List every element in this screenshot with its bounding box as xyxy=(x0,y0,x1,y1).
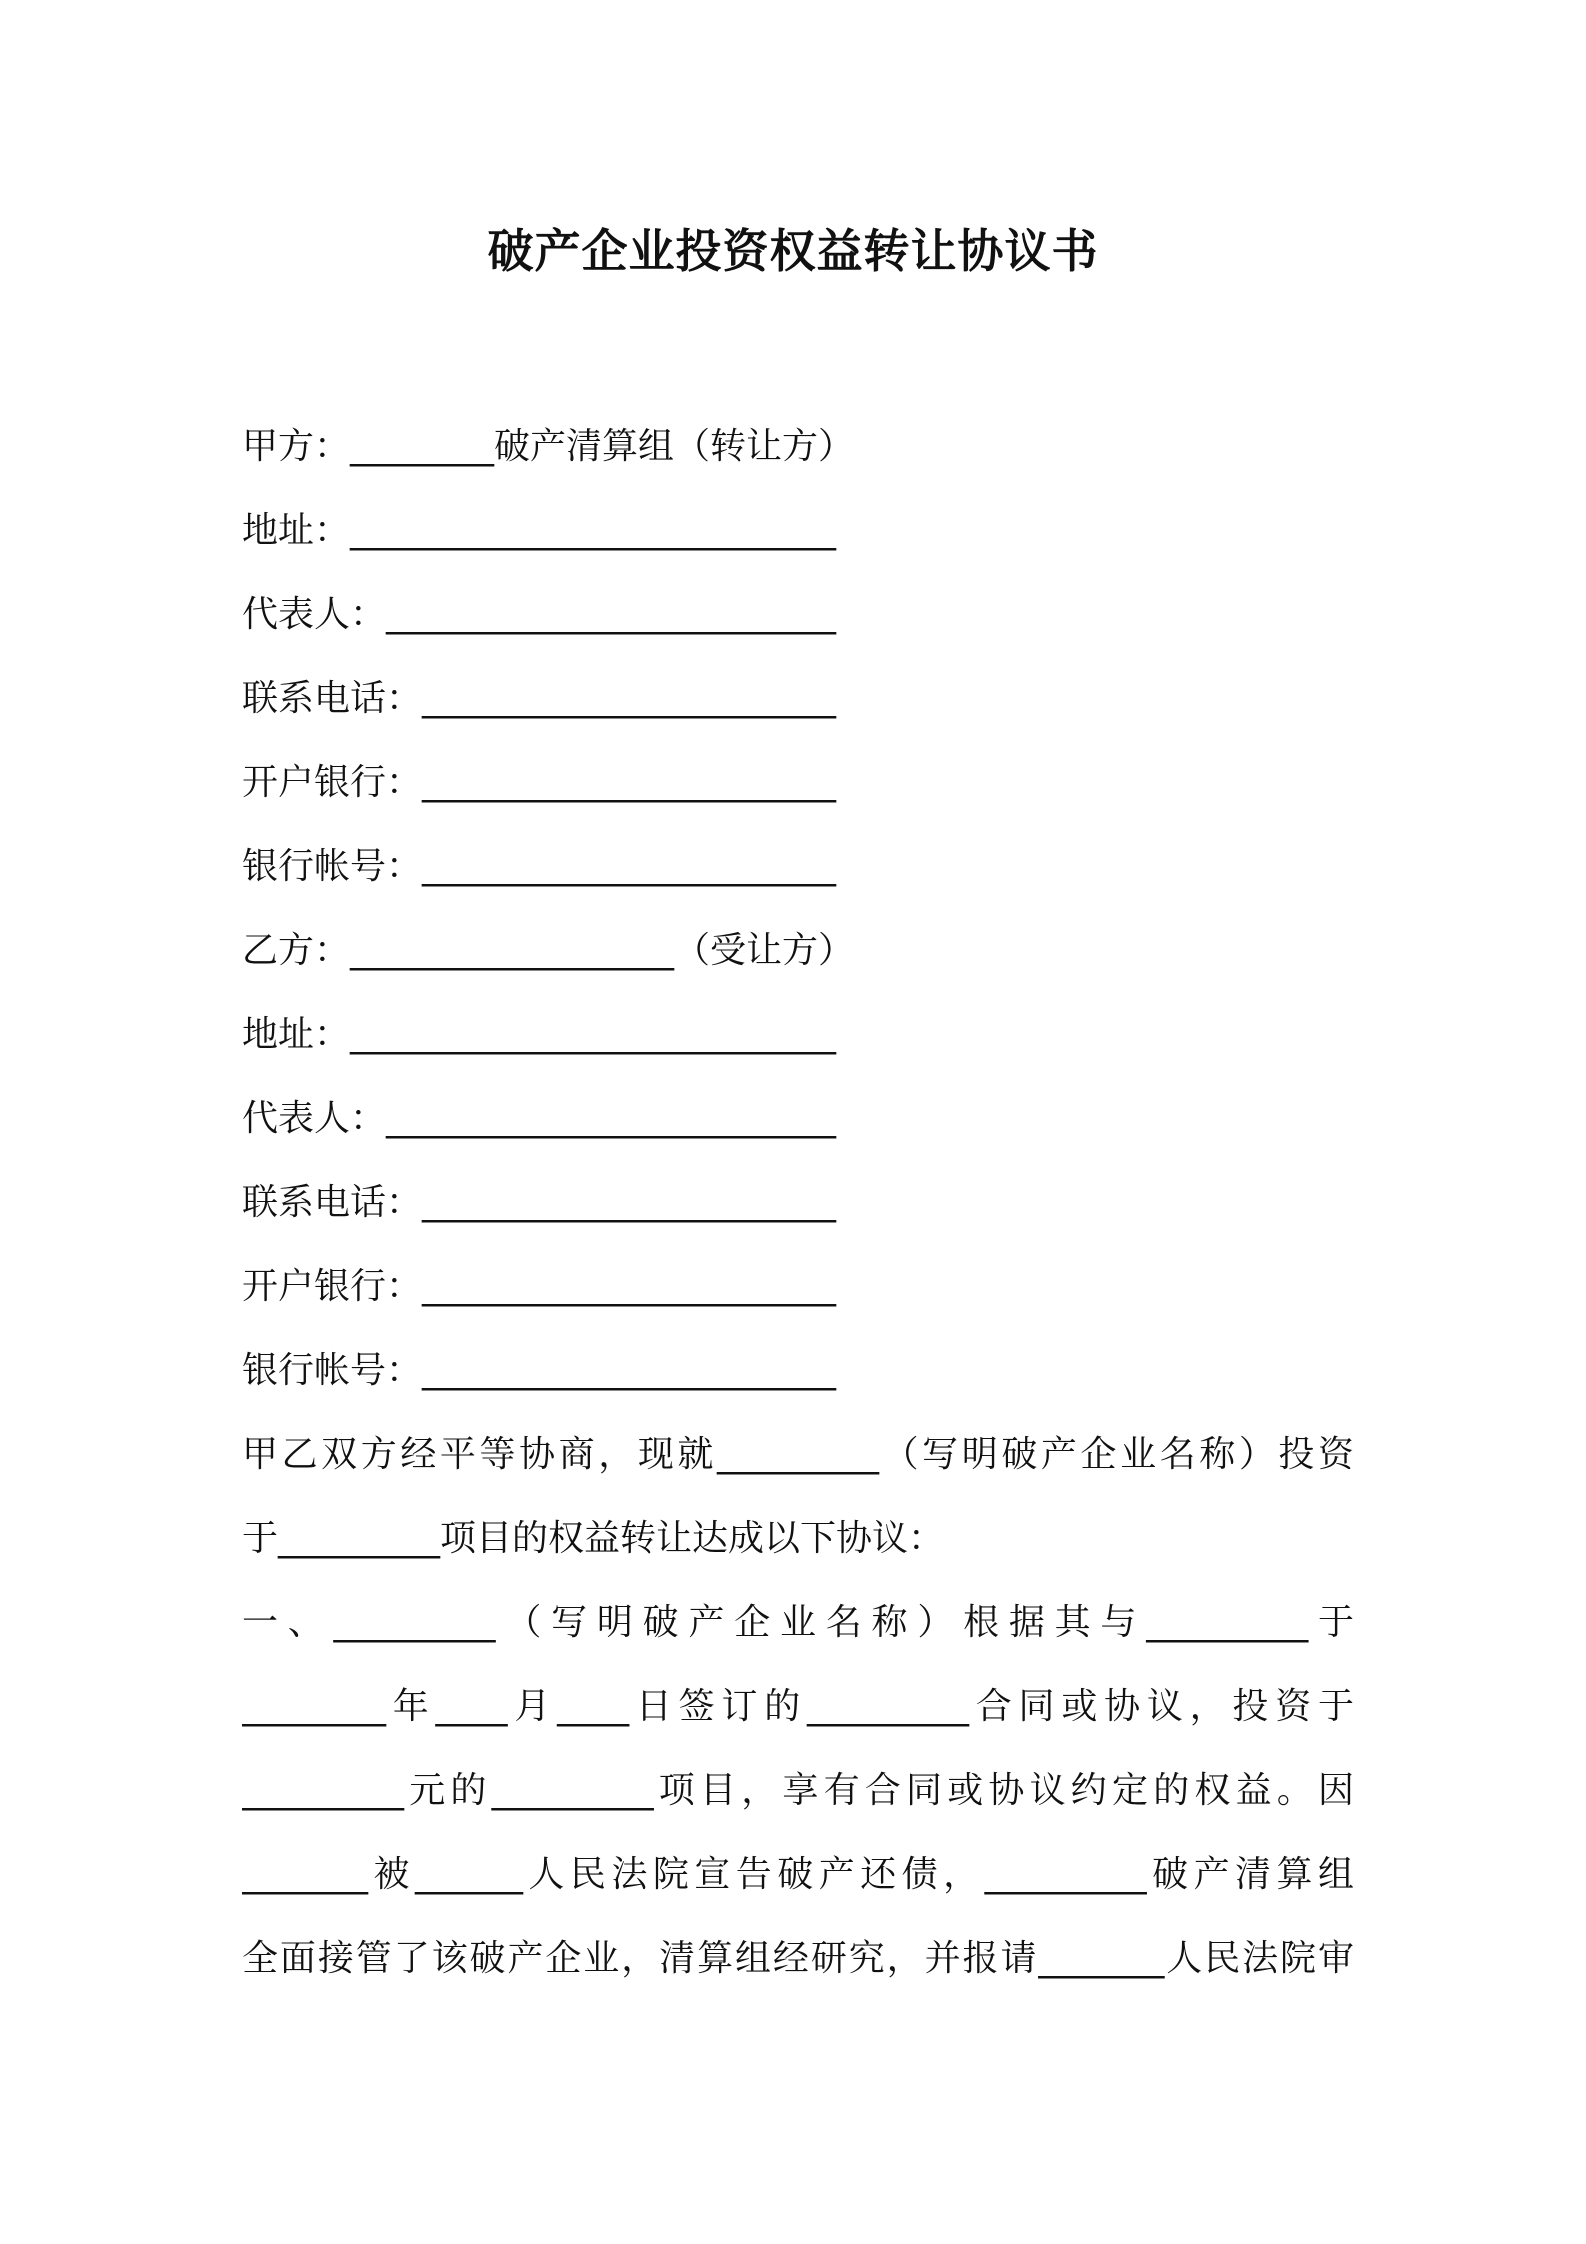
preamble-line: 甲乙双方经平等协商，现就_________（写明破产企业名称）投资 xyxy=(242,1434,1354,1475)
clause-1-line: _______被______人民法院宣告破产还债，_________破产清算组 xyxy=(242,1854,1354,1895)
document-title: 破产企业投资权益转让协议书 xyxy=(487,224,1099,278)
party-b-account: 银行帐号：_______________________ xyxy=(242,1350,837,1391)
party-a-account: 银行帐号：_______________________ xyxy=(242,846,837,887)
party-a-phone: 联系电话：_______________________ xyxy=(242,678,837,719)
party-a-name: 甲方：________破产清算组（转让方） xyxy=(242,426,855,467)
clause-1-line: 一、_________（写明破产企业名称）根据其与_________于 xyxy=(242,1602,1354,1643)
clause-1-line: _________元的_________项目，享有合同或协议约定的权益。因 xyxy=(242,1770,1354,1811)
clause-1-line: 全面接管了该破产企业，清算组经研究，并报请_______人民法院审 xyxy=(242,1938,1354,1979)
party-a-bank: 开户银行：_______________________ xyxy=(242,762,837,803)
party-b-phone: 联系电话：_______________________ xyxy=(242,1182,837,1223)
clause-1-line: ________年____月____日签订的_________合同或协议，投资于 xyxy=(242,1686,1354,1727)
document-body xyxy=(242,405,1354,2001)
party-b-address: 地址：___________________________ xyxy=(242,1014,837,1055)
party-b-bank: 开户银行：_______________________ xyxy=(242,1266,837,1307)
party-a-representative: 代表人：_________________________ xyxy=(242,594,837,635)
party-a-address: 地址：___________________________ xyxy=(242,510,837,551)
party-b-representative: 代表人：_________________________ xyxy=(242,1098,837,1139)
preamble-line: 于_________项目的权益转让达成以下协议： xyxy=(242,1518,945,1559)
party-b-name: 乙方：__________________（受让方） xyxy=(242,930,855,971)
